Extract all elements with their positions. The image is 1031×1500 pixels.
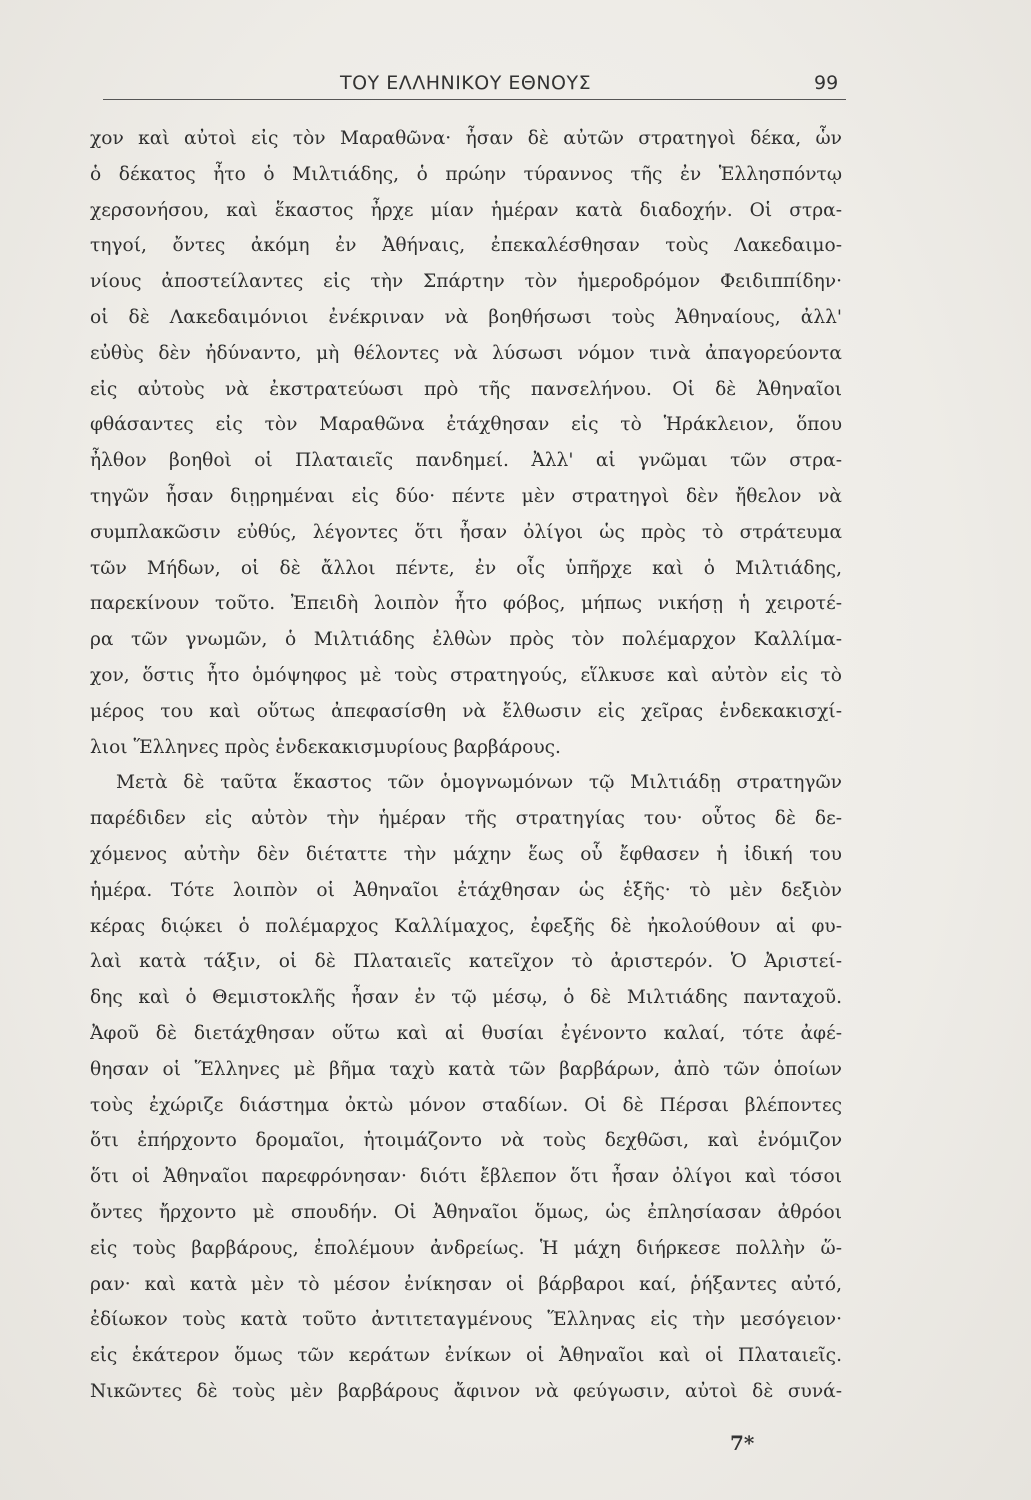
text-line: ἐδίωκον τοὺς κατὰ τοῦτο ἀντιτεταγμένους Ἕλληνας εἰς τὴν μεσόγειον· (90, 1309, 842, 1331)
text-line: νίους ἀποστείλαντες εἰς τὴν Σπάρτην τὸν ἡμεροδρόμον Φειδιππίδην· (90, 271, 842, 293)
text-line: Ἀφοῦ δὲ διετάχθησαν οὕτω καὶ αἱ θυσίαι ἐγένοντο καλαί, τότε ἀφέ- (90, 1022, 842, 1044)
text-line: τηγῶν ἦσαν διῃρημέναι εἰς δύο· πέντε μὲν στρατηγοὶ δὲν ἤθελον νὰ (90, 485, 842, 507)
page-number: 99 (814, 72, 839, 94)
body-text (90, 121, 842, 1410)
text-line: ἡμέρα. Τότε λοιπὸν οἱ Ἀθηναῖοι ἐτάχθησαν ὡς ἑξῆς· τὸ μὲν δεξιὸν (90, 879, 842, 901)
text-line: ρα τῶν γνωμῶν, ὁ Μιλτιάδης ἐλθὼν πρὸς τὸν πολέμαρχον Καλλίμα- (90, 629, 842, 651)
text-line: τῶν Μήδων, οἱ δὲ ἄλλοι πέντε, ἐν οἷς ὑπῆρχε καὶ ὁ Μιλτιάδης, (90, 557, 842, 579)
text-line: λαὶ κατὰ τάξιν, οἱ δὲ Πλαταιεῖς κατεῖχον τὸ ἀριστερόν. Ὁ Ἀριστεί- (90, 951, 842, 973)
text-line: παρεκίνουν τοῦτο. Ἐπειδὴ λοιπὸν ἦτο φόβος, μήπως νικήσῃ ἡ χειροτέ- (90, 593, 842, 615)
running-title: ΤΟΥ ΕΛΛΗΝΙΚΟΥ ΕΘΝΟΥΣ (340, 72, 592, 94)
text-line: εἰς αὐτοὺς νὰ ἐκστρατεύωσι πρὸ τῆς πανσελήνου. Οἱ δὲ Ἀθηναῖοι (90, 378, 842, 400)
paragraph-end-line: λιοι Ἕλληνες πρὸς ἑνδεκακισμυρίους βαρβάρους. (90, 736, 561, 758)
text-line: θησαν οἱ Ἕλληνες μὲ βῆμα ταχὺ κατὰ τῶν βαρβάρων, ἀπὸ τῶν ὁποίων (90, 1058, 842, 1080)
text-line: χόμενος αὐτὴν δὲν διέταττε τὴν μάχην ἕως οὗ ἔφθασεν ἡ ἰδική του (90, 843, 842, 865)
paragraph-start-line: Μετὰ δὲ ταῦτα ἕκαστος τῶν ὁμογνωμόνων τῷ Μιλτιάδῃ στρατηγῶν (116, 772, 842, 794)
text-line: ἦλθον βοηθοὶ οἱ Πλαταιεῖς πανδημεί. Ἀλλ' αἱ γνῶμαι τῶν στρα- (90, 450, 842, 472)
text-line: χον, ὅστις ἦτο ὁμόψηφος μὲ τοὺς στρατηγούς, εἵλκυσε καὶ αὐτὸν εἰς τὸ (90, 664, 842, 686)
text-line: φθάσαντες εἰς τὸν Μαραθῶνα ἐτάχθησαν εἰς τὸ Ἡράκλειον, ὅπου (90, 414, 842, 436)
text-line: τηγοί, ὄντες ἀκόμη ἐν Ἀθήναις, ἐπεκαλέσθησαν τοὺς Λακεδαιμο- (90, 235, 842, 257)
text-line: χον καὶ αὐτοὶ εἰς τὸν Μαραθῶνα· ἦσαν δὲ αὐτῶν στρατηγοὶ δέκα, ὧν (90, 128, 842, 149)
text-line: ραν· καὶ κατὰ μὲν τὸ μέσον ἐνίκησαν οἱ βάρβαροι καί, ῥήξαντες αὐτό, (90, 1273, 842, 1295)
text-line: ὅτι οἱ Ἀθηναῖοι παρεφρόνησαν· διότι ἔβλεπον ὅτι ἦσαν ὀλίγοι καὶ τόσοι (90, 1166, 842, 1188)
text-line: Νικῶντες δὲ τοὺς μὲν βαρβάρους ἄφινον νὰ φεύγωσιν, αὐτοὶ δὲ συνά- (90, 1380, 842, 1402)
text-line: εἰς ἑκάτερον ὅμως τῶν κεράτων ἐνίκων οἱ Ἀθηναῖοι καὶ οἱ Πλαταιεῖς. (90, 1345, 842, 1367)
text-line: εἰς τοὺς βαρβάρους, ἐπολέμουν ἀνδρείως. Ἡ μάχη διήρκεσε πολλὴν ὥ- (90, 1237, 842, 1259)
text-line: εὐθὺς δὲν ἠδύναντο, μὴ θέλοντες νὰ λύσωσι νόμον τινὰ ἀπαγορεύοντα (90, 342, 842, 364)
signature-mark: 7* (730, 1431, 755, 1455)
text-line: ὄντες ἤρχοντο μὲ σπουδήν. Οἱ Ἀθηναῖοι ὅμως, ὡς ἐπλησίασαν ἀθρόοι (90, 1201, 842, 1223)
text-line: μέρος του καὶ οὕτως ἀπεφασίσθη νὰ ἔλθωσιν εἰς χεῖρας ἑνδεκακισχί- (90, 700, 842, 722)
text-line: οἱ δὲ Λακεδαιμόνιοι ἐνέκριναν νὰ βοηθήσωσι τοὺς Ἀθηναίους, ἀλλ' (90, 306, 842, 328)
text-line: ὅτι ἐπήρχοντο δρομαῖοι, ἡτοιμάζοντο νὰ τοὺς δεχθῶσι, καὶ ἐνόμιζον (90, 1130, 842, 1152)
text-line: κέρας διῴκει ὁ πολέμαρχος Καλλίμαχος, ἐφεξῆς δὲ ἠκολούθουν αἱ φυ- (90, 915, 842, 937)
text-line: δης καὶ ὁ Θεμιστοκλῆς ἦσαν ἐν τῷ μέσῳ, ὁ δὲ Μιλτιάδης πανταχοῦ. (90, 987, 842, 1009)
text-line: συμπλακῶσιν εὐθύς, λέγοντες ὅτι ἦσαν ὀλίγοι ὡς πρὸς τὸ στράτευμα (90, 521, 842, 543)
text-line: τοὺς ἐχώριζε διάστημα ὀκτὼ μόνον σταδίων. Οἱ δὲ Πέρσαι βλέποντες (90, 1094, 842, 1116)
header-rule (103, 99, 846, 100)
text-line: ὁ δέκατος ἦτο ὁ Μιλτιάδης, ὁ πρώην τύραννος τῆς ἐν Ἑλλησπόντῳ (90, 163, 842, 185)
text-line: παρέδιδεν εἰς αὐτὸν τὴν ἡμέραν τῆς στρατηγίας του· οὗτος δὲ δε- (90, 808, 842, 830)
text-line: χερσονήσου, καὶ ἕκαστος ἦρχε μίαν ἡμέραν κατὰ διαδοχήν. Οἱ στρα- (90, 199, 842, 221)
